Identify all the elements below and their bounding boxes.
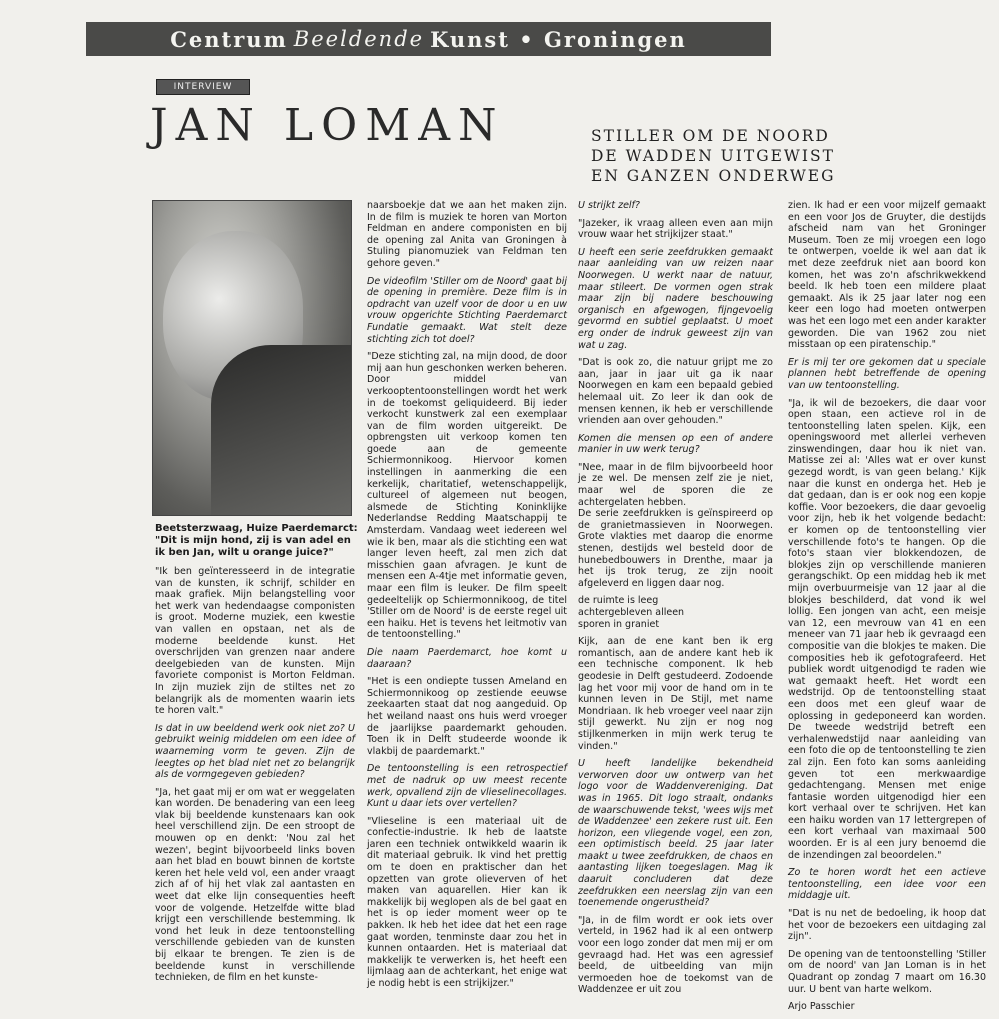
headline-line: DE WADDEN UITGEWIST (591, 147, 835, 165)
paragraph: De opening van de tentoonstelling 'Stiller om de noord' van Jan Loman is in het Quadrant op zondag 7 maart om 16.30 uur. U bent van harte welkom. (788, 948, 986, 995)
paragraph: de ruimte is leeg achtergebleven alleen sporen in graniet (578, 595, 685, 630)
article-title: JAN LOMAN (150, 100, 505, 151)
paragraph: "Nee, maar in de film bijvoorbeeld hoor je ze wel. De mensen zelf zie je niet, maar wel de sporen die ze achtergelaten hebben. De serie zeefdrukken is geïnspireerd op de granietmassieven in Noorwegen. Grote vlakties met daarop die enorme stenen, destijds wel besteld door de hunebedbouwers in Drenthe, maar ja het ijs trok terug, ze zijn nooit afgeleverd en liggen daar nog. (578, 461, 773, 589)
paragraph: "Ja, ik wil de bezoekers, die daar voor open staan, een actieve rol in de tentoonstelling laten spelen. Kijk, een openingswoord met allerlei verheven zinswendingen, daar hou ik niet van. Matisse zei al: 'Alles wat er over kunst gezegd wordt, is van geen belang.' Kijk naar die kunst en onderga het. Heb je dat gedaan, dan is er ook nog een kopje koffie. Voor bezoekers, die daar gevoelig voor zijn, heb ik het volgende bedacht: er komen op de tentoonstelling vier verschillende foto's te hangen. Op die foto's staan vier blokkendozen, de blokjes zijn op verschillende manieren gerangschikt. Op een middag heb ik met mijn overbuurmeisje van 12 jaar al die blokjes beschilderd, dat vond ik wel lollig. Een jongen van acht, een meisje van 12, een mevrouw van 41 en een meneer van 71 jaar heb ik gevraagd een compositie van die blokjes te maken. Die composities heb ik gefotografeerd. Het publiek wordt uitgenodigd te raden wie wat gemaakt heeft. Het wordt een wedstrijd. Op de tentoonstelling staat een doos met een gleuf waar de oplossing in gedeponeerd kan worden. De tweede wedstrijd betreft een verhalenwedstijd naar aanleiding van een foto die op de tentoonstelling te zien zal zijn. Een foto kan soms aanleiding geven tot een merkwaardige gedachtengang. Mensen met enige fantasie worden uitgenodigd hier een kort verhaal over te schrijven. Het kan een haiku worden van 17 lettergrepen of een kort verhaal van maximaal 500 woorden. Er is al een jury benoemd die de inzendingen zal beoordelen." (788, 397, 986, 861)
text-column-3 (578, 200, 773, 1002)
masthead-word-centrum: Centrum (170, 26, 288, 52)
photo-caption: Beetsterzwaag, Huize Paerdemarct: "Dit is mijn hond, zij is van adel en ik ben Jan, wilt u orange juice?" (155, 523, 358, 558)
text-column-1 (155, 566, 355, 990)
section-tag: INTERVIEW (156, 79, 250, 95)
paragraph: "Deze stichting zal, na mijn dood, de door mij aan hun geschonken werken beheren. Door middel van verkooptentoonstellingen wordt het werk in de toekomst geliquideerd. Bij ieder verkocht kunstwerk zal een exemplaar van de film worden uitgereikt. De opbrengsten uit verkoop komen ten goede aan de gemeente Schiermonnikoog. Hiervoor komen instellingen in aanmerking die een kerkelijk, charitatief, wetenschappelijk, cultureel of algemeen nut beogen, alsmede de Stichting Koninklijke Nederlandse Redding Maatschappij te Amsterdam. Vandaag weet iedereen wel wie ik ben, maar als die stichting een wat langer leven heeft, zal men zich dat misschien gaan afvragen. Je kunt de mensen een A-4tje met informatie geven, maar een film is leuker. De film speelt gedeeltelijk op Schiermonnikoog, de titel 'Stiller om de Noord' is de eerste regel uit een haiku. Het is tevens het leitmotiv van de tentoonstelling." (367, 351, 567, 641)
interview-question: De videofilm 'Stiller om de Noord' gaat bij de opening in première. Deze film is in opdracht van uzelf voor de door u en uw vrouw opgerichte Stichting Paerdemarct Fundatie gemaakt. Wat stelt deze stichting zich tot doel? (367, 275, 567, 345)
interview-question: U strijkt zelf? (578, 200, 640, 211)
interview-question: Er is mij ter ore gekomen dat u speciale plannen hebt betreffende de opening van uw tentoonstelling. (788, 356, 986, 391)
masthead-word-kunst-groningen: Kunst • Groningen (430, 26, 687, 52)
paragraph: "Vlieseline is een materiaal uit de confectie-industrie. Ik heb de laatste jaren een techniek ontwikkeld waarin ik dit materiaal gebruik. Ik vind het prettig om te doen en praktischer dan het opzetten van grote olieverven of het maken van aquarellen. Hier kan ik makkelijk bij weglopen als de bel gaat en het is op ieder moment weer op te pakken. Ik heb het idee dat het een rage gaat worden, tenminste daar zou het in kunnen ontaarden. Het is materiaal dat makkelijk te verwerken is, het heeft een lijmlaag aan de achterkant, het enige wat je nodig hebt is een strijkijzer." (367, 815, 567, 989)
paragraph: "Ja, in de film wordt er ook iets over verteld, in 1962 had ik al een ontwerp voor een logo zonder dat men mij er om gevraagd had. Het was een agressief beeld, de uitbeelding van mijn vermoeden hoe de toekomst van de Waddenzee er uit zou (578, 914, 773, 996)
text-column-2 (367, 200, 567, 996)
masthead-banner (86, 22, 771, 56)
article-headline (591, 126, 891, 186)
paragraph: zien. Ik had er een voor mijzelf gemaakt en een voor Jos de Gruyter, die destijds afscheid nam van het Groninger Museum. Toen ze mij vroegen een logo te ontwerpen, voelde ik wel aan dat ik met deze zeefdruk niet aan boord kon komen, het was zo'n afschrikwekkend beeld. Ik heb toen een mildere plaat gemaakt. Als ik 25 jaar later nog een keer een logo had moeten ontwerpen was het een logo met een ander karakter geworden. Die van 1962 zou niet misstaan op een piratenschip." (788, 200, 986, 351)
text-column-4 (788, 200, 986, 1019)
paragraph: "Dat is nu net de bedoeling, ik hoop dat het voor de bezoekers een uitdaging zal zijn". (788, 908, 986, 943)
paragraph: "Het is een ondiepte tussen Ameland en Schiermonnikoog op zestiende eeuwse zeekaarten staat dat nog aangeduid. Op het weiland naast ons huis werd vroeger de jaarlijkse paardemarkt gehouden. Toen ik in Delft studeerde woonde ik vlakbij de paardemarkt." (367, 676, 567, 757)
interview-question: U heeft een serie zeefdrukken gemaakt naar aanleiding van uw reizen naar Noorwegen. U werkt naar de natuur, maar stileert. De vormen ogen strak maar zijn bij nadere beschouwing organisch en afgewogen, fijngevoelig gevormd en subtiel geplaatst. U moet erg onder de indruk geweest zijn van wat u zag. (578, 246, 773, 351)
headline-line: STILLER OM DE NOORD (591, 127, 830, 145)
interview-question: Die naam Paerdemarct, hoe komt u daaraan? (367, 646, 567, 670)
paragraph: "Ja, het gaat mij er om wat er weggelaten kan worden. De benadering van een leeg vlak bij beeldende kunstenaars kan ook heel verschillend zijn. De een stroopt de mouwen op en denkt: 'Nou zal het wezen', begint bijvoorbeeld links boven aan het blad en bouwt binnen de kortste keren het hele veld vol, een ander vraagt zich af of hij het vlak zal aantasten en weet dat elke lijn consequenties heeft voor de volgende. Hetzelfde witte blad krijgt een verschillende bestemming. Ik vond het leuk in deze tentoonstelling verschillende gebieden van de kunsten bij elkaar te brengen. Te zien is de beeldende kunst in verschillende technieken, de film en het kunste- (155, 786, 355, 984)
masthead-word-beeldende: Beeldende (293, 27, 425, 51)
portrait-shadow (211, 345, 352, 516)
headline-line: EN GANZEN ONDERWEG (591, 167, 836, 185)
interview-question: U heeft landelijke bekendheid verworven door uw ontwerp van het logo voor de Waddenvereniging. Dat was in 1965. Dit logo straalt, ondanks de waarschuwende tekst, 'wees wijs met de Waddenzee' een zekere rust uit. Een horizon, een vliegende vogel, een zon, een optimistisch beeld. 25 jaar later maakt u twee zeefdrukken, de chaos en aantasting lijken toegeslagen. Mag ik daaruit concluderen dat deze zeefdrukken een neerslag zijn van een toenemende ongerustheid? (578, 758, 773, 909)
paragraph: Kijk, aan de ene kant ben ik erg romantisch, aan de andere kant heb ik een technische component. Ik heb geodesie in Delft gestudeerd. Zodoende lag het voor mij voor de hand om in te kunnen leven in De Stijl, met name Mondriaan. Ik heb vroeger veel naar zijn stijl gewerkt. Nu zijn er nog nog stijlkenmerken in mijn werk terug te vinden." (578, 636, 773, 752)
paragraph: "Ik ben geïnteresseerd in de integratie van de kunsten, ik schrijf, schilder en maak grafiek. Mijn belangstelling voor het werk van hedendaagse componisten is groot. Moderne muziek, een kwestie van vallen en opstaan, net als de moderne beeldende kunst. Het overschrijden van grenzen naar andere deelgebieden van de kunsten. Mijn favoriete componist is Morton Feldman. In zijn muziek zijn de stiltes net zo belangrijk als de momenten waarin iets te horen valt." (155, 566, 355, 717)
interview-question: Zo te horen wordt het een actieve tentoonstelling, een idee voor een middagje uit. (788, 867, 986, 902)
interview-question: Is dat in uw beeldend werk ook niet zo? U gebruikt weinig middelen om een idee of waarneming vorm te geven. Zijn de leegtes op het blad niet net zo belangrijk als de vormgegeven gebieden? (155, 722, 355, 781)
paragraph: "Dat is ook zo, die natuur grijpt me zo aan, jaar in jaar uit ga ik naar Noorwegen en kam een bepaald gebied helemaal uit. Zo leer ik dan ook de mensen kennen, ik heb er verschillende vrienden aan over gehouden." (578, 357, 773, 427)
portrait-photo (152, 200, 352, 516)
paragraph: "Jazeker, ik vraag alleen even aan mijn vrouw waar het strijkijzer staat." (578, 217, 773, 241)
paragraph: naarsboekje dat we aan het maken zijn. In de film is muziek te horen van Morton Feldman en andere componisten en bij de opening zal Anita van Groningen à Stuling pianomuziek van Feldman ten gehore geven." (367, 200, 567, 269)
interview-question: Komen die mensen op een of andere manier in uw werk terug? (578, 432, 773, 456)
paragraph: Arjo Passchier (788, 1001, 855, 1013)
interview-question: De tentoonstelling is een retrospectief met de nadruk op uw meest recente werk, opvallend zijn de vlieselinecollages. Kunt u daar iets over vertellen? (367, 763, 567, 810)
